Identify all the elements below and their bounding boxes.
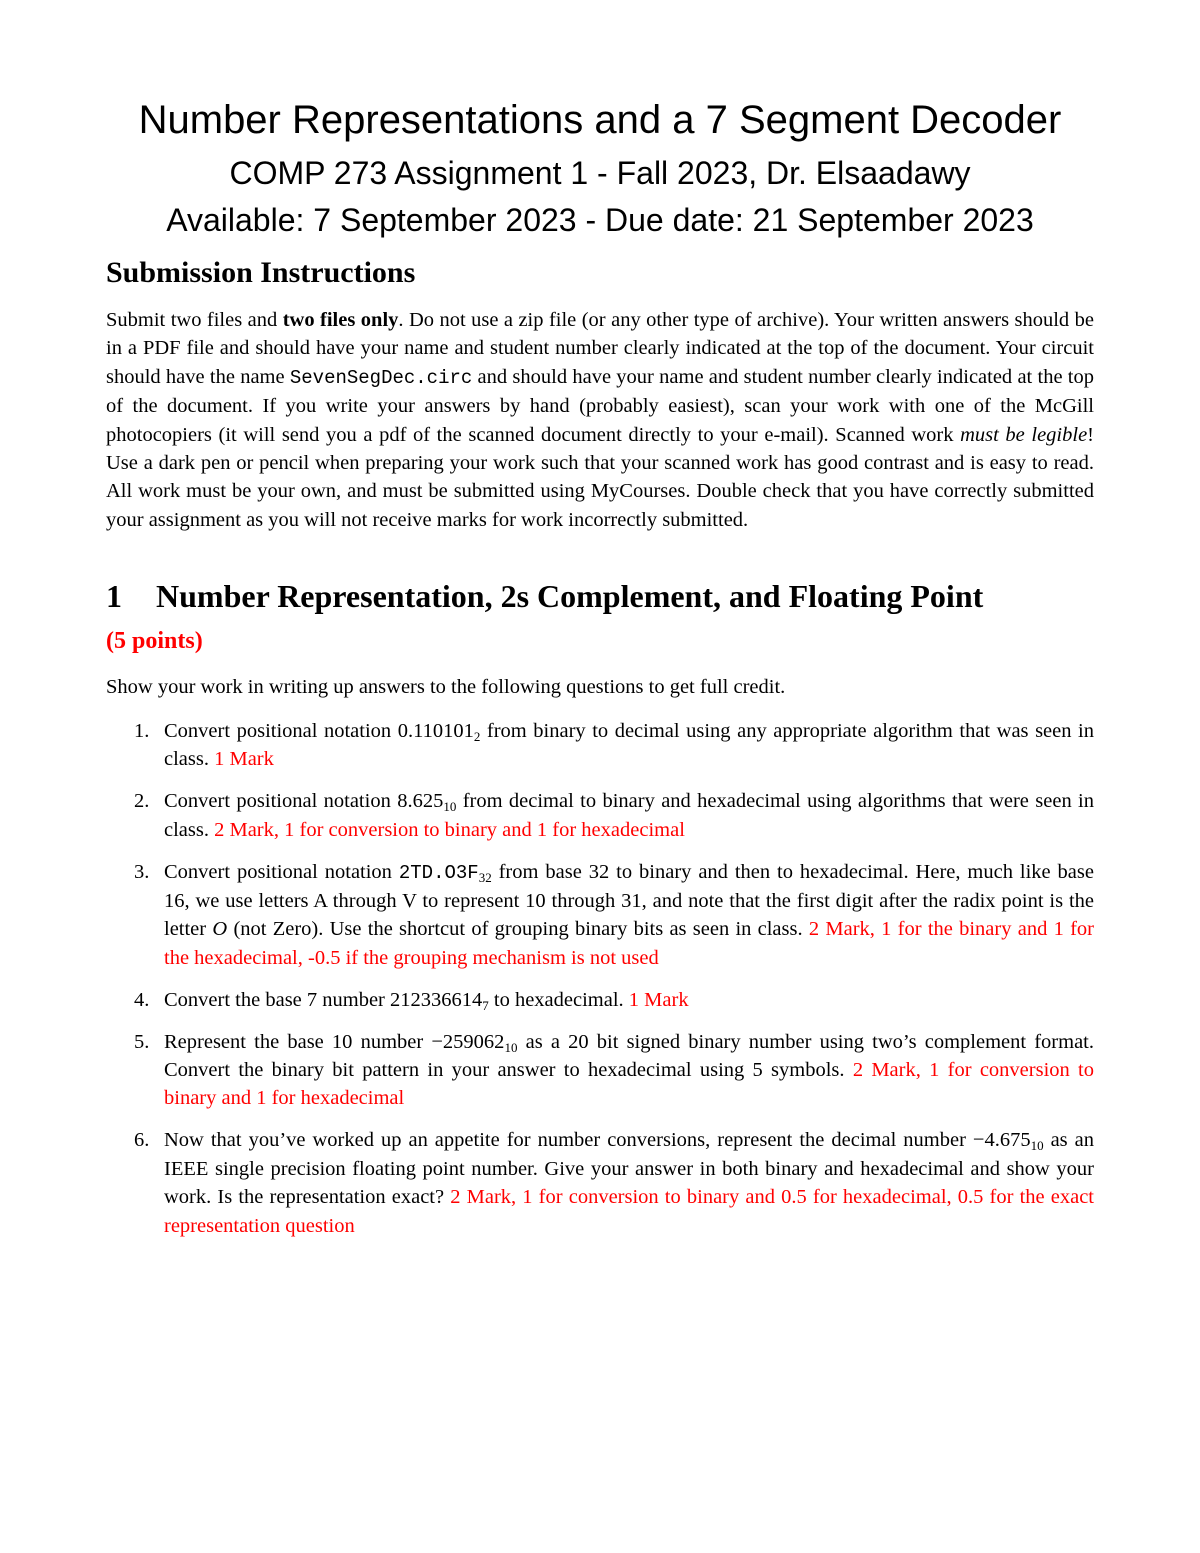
text: and should have your name and student number clearly indicated at the top of the document. If you write your answers by hand (probably easiest), scan your work with one of the McGill photocopiers (it will send you a pdf of the scanned document directly to your e-mail). Scanned work [106, 365, 1095, 446]
text: Represent the base 10 number [164, 1030, 432, 1053]
text: Submit two files and [106, 309, 283, 331]
mark-note: 2 Mark, 1 for conversion to binary and 1 for hexadecimal [164, 1059, 1094, 1110]
value: 212336614 [390, 988, 483, 1011]
base: 2 [473, 729, 481, 744]
mark-note: 2 Mark, 1 for conversion to binary and 1 for hexadecimal [214, 818, 685, 841]
question-number: 1. [134, 720, 150, 742]
section-number: 1 [106, 578, 122, 614]
question-number: 5. [134, 1030, 150, 1053]
mark-note: 1 Mark [628, 988, 689, 1011]
text: Convert the base 7 number [164, 988, 391, 1011]
value: −259062 [431, 1030, 505, 1053]
text: from base 32 to binary and then to hexadecimal. Here, much like base 16, we use letters A through V to represent 10 through 31, and note that the first digit after the radix point is the letter [164, 860, 1094, 941]
points-label: (5 points) [106, 628, 203, 654]
value: 2TD.O3F [398, 861, 479, 884]
course-subtitle: COMP 273 Assignment 1 - Fall 2023, Dr. Elsaadawy [229, 155, 971, 191]
document-title: Number Representations and a 7 Segment Decoder [138, 98, 1062, 142]
section-title: Number Representation, 2s Complement, and Floating Point [156, 578, 984, 614]
question-item [106, 858, 1094, 973]
submission-paragraph [106, 306, 1094, 534]
submission-heading: Submission Instructions [106, 256, 416, 289]
question-number: 3. [134, 860, 150, 883]
filename: SevenSegDec.circ [289, 366, 473, 389]
text: . Do not use a zip file (or any other type of archive). Your written answers should be in a PDF file and should have your name and student number clearly indicated at the top of the document. Your circuit should have the name [106, 309, 1094, 388]
value: 8.625 [397, 790, 444, 813]
text: Convert positional notation [164, 790, 398, 813]
intro-text: Show your work in writing up answers to the following questions to get full credit. [106, 676, 786, 698]
base: 7 [482, 997, 489, 1013]
mark-note: 1 Mark [214, 748, 274, 771]
base: 10 [443, 799, 457, 815]
value: −4.675 [972, 1129, 1031, 1152]
text: to hexadecimal. [488, 988, 629, 1011]
italic-text: must be legible [960, 423, 1088, 446]
text: as an IEEE single precision floating point number. Give your answer in both binary and hexadecimal and show your work. Is the representation exact? [164, 1129, 1094, 1209]
text: from binary to decimal using any appropriate algorithm that was seen in class. [164, 720, 1094, 771]
base: 32 [478, 869, 492, 885]
question-item [106, 787, 1094, 844]
question-number: 4. [134, 988, 150, 1011]
text: Now that you’ve worked up an appetite for number conversions, represent the decimal number [164, 1129, 973, 1152]
value: 0.110101 [397, 720, 474, 742]
base: 10 [504, 1039, 518, 1055]
mark-note: 2 Mark, 1 for conversion to binary and 0.5 for hexadecimal, 0.5 for the exact representation question [164, 1186, 1094, 1237]
text: as a 20 bit signed binary number using two’s complement format. Convert the binary bit pattern in your answer to hexadecimal using 5 symbols. [164, 1030, 1094, 1082]
question-number: 2. [134, 790, 150, 813]
question-number: 6. [134, 1129, 150, 1152]
question-item [106, 986, 1094, 1014]
section-heading [106, 578, 983, 615]
dates-line: Available: 7 September 2023 - Due date: 21 September 2023 [166, 202, 1034, 238]
question-item [106, 1126, 1094, 1240]
text: from decimal to binary and hexadecimal using algorithms that were seen in class. [164, 790, 1095, 841]
italic-text: O [212, 918, 228, 941]
mark-note: 2 Mark, 1 for the binary and 1 for the hexadecimal, -0.5 if the grouping mechanism is not used [164, 918, 1094, 969]
question-list [106, 717, 1094, 1254]
question-item [106, 1028, 1094, 1113]
base: 10 [1030, 1138, 1044, 1154]
text: Convert positional notation [164, 720, 398, 742]
text: (not Zero). Use the shortcut of grouping binary bits as seen in class. [227, 918, 809, 941]
text: Convert positional notation [164, 860, 399, 883]
question-item [106, 717, 1094, 774]
bold-text: two files only [282, 309, 399, 331]
text: ! Use a dark pen or pencil when preparing your work such that your scanned work has good contrast and is easy to read. All work must be your own, and must be submitted using MyCourses. Double check that you have correctly submitted your assignment as you will not receive marks for work incorrectly submitted. [106, 423, 1094, 531]
